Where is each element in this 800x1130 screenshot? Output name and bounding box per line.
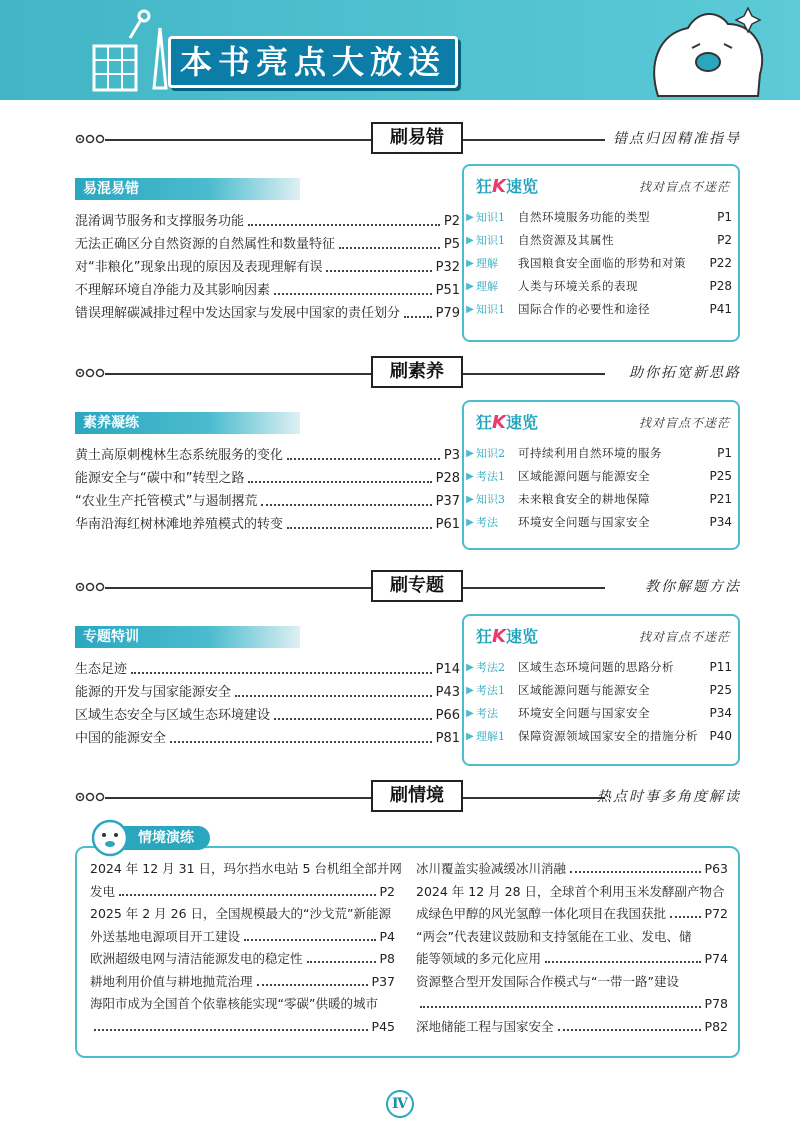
quick-row[interactable] <box>464 679 738 702</box>
mascot-face-icon <box>90 818 130 858</box>
dot-leader <box>94 1029 368 1031</box>
quick-page: P28 <box>709 279 732 293</box>
arrow-icon: ▶ <box>466 662 474 673</box>
banner-title-box <box>168 36 458 88</box>
quick-row[interactable] <box>464 656 738 679</box>
section-label-box <box>371 356 463 388</box>
quick-text: 国际合作的必要性和途径 <box>518 302 650 316</box>
quick-view-slogan: 找对盲点不迷茫 <box>638 180 730 194</box>
dot-leader <box>570 871 701 873</box>
scenario-item-line[interactable] <box>416 948 728 971</box>
scenario-text: 2024 年 12 月 28 日，全球首个利用玉米发酵副产物合 <box>416 883 725 899</box>
dot-leader <box>261 504 431 506</box>
quick-row[interactable] <box>464 511 738 534</box>
arrow-icon: ▶ <box>466 304 474 315</box>
scenario-text: 外送基地电源项目开工建设 <box>90 928 241 944</box>
quick-title-k: K <box>492 176 506 197</box>
arrow-icon: ▶ <box>466 471 474 482</box>
scenario-item-line[interactable] <box>416 881 728 904</box>
quick-row[interactable] <box>464 275 738 298</box>
item-page: P37 <box>435 494 460 509</box>
section-label: 刷专题 <box>390 575 444 596</box>
dot-leader <box>244 939 375 941</box>
quick-key: 知识1 <box>476 303 505 316</box>
dot-leader <box>670 916 701 918</box>
list-item[interactable] <box>75 302 460 325</box>
item-page: P14 <box>435 662 460 677</box>
item-page: P5 <box>443 237 460 252</box>
quick-view-header <box>464 166 738 206</box>
scenario-text: 成绿色甲醇的风光氢醇一体化项目在我国获批 <box>416 906 667 921</box>
dot-leader <box>248 481 431 483</box>
dot-leader <box>558 1029 701 1031</box>
item-text: 区域生态安全与区域生态环境建设 <box>75 708 271 723</box>
scenario-text: 资源整合型开发国际合作模式与“一带一路”建设 <box>416 973 679 989</box>
dot-leader <box>545 961 701 963</box>
arrow-icon: ▶ <box>466 258 474 269</box>
quick-text: 未来粮食安全的耕地保障 <box>518 492 650 506</box>
quick-view-title <box>476 174 538 197</box>
scenario-item-line[interactable] <box>416 1016 728 1039</box>
scenario-item-line[interactable] <box>416 858 728 881</box>
quick-view-header <box>464 402 738 442</box>
section-header-errors <box>75 118 745 158</box>
section-slogan: 教你解题方法 <box>645 579 741 595</box>
dot-leader <box>119 894 375 896</box>
dots-icon <box>75 788 105 806</box>
quick-page: P34 <box>709 515 732 529</box>
scenario-item-line[interactable] <box>90 1016 395 1039</box>
arrow-icon: ▶ <box>466 517 474 528</box>
arrow-icon: ▶ <box>466 235 474 246</box>
list-item[interactable] <box>75 658 460 681</box>
scenario-right-column <box>416 858 728 1038</box>
scenario-item-line[interactable] <box>90 948 395 971</box>
item-text: “农业生产托管模式”与遏制撂荒 <box>75 494 258 509</box>
item-page: P66 <box>435 708 460 723</box>
quick-row[interactable] <box>464 442 738 465</box>
scenario-page: P74 <box>704 951 728 966</box>
list-item[interactable] <box>75 727 460 750</box>
section-label: 刷易错 <box>390 127 444 148</box>
topics-list <box>75 658 460 750</box>
section-header-topics <box>75 566 745 606</box>
tag-label: 专题特训 <box>83 629 139 645</box>
quick-text: 环境安全问题与国家安全 <box>518 515 650 529</box>
item-text: 混淆调节服务和支撑服务功能 <box>75 214 245 229</box>
quick-row[interactable] <box>464 488 738 511</box>
scenario-page: P4 <box>379 928 395 944</box>
quick-key: 理解 <box>476 280 498 293</box>
list-item[interactable] <box>75 210 460 233</box>
quick-title-k: K <box>492 412 506 433</box>
scenario-text: 2024 年 12 月 31 日，玛尔挡水电站 5 台机组全部并网 <box>90 861 402 876</box>
scenario-text: 能等领域的多元化应用 <box>416 951 542 966</box>
tag-easy-mix <box>75 178 300 200</box>
quick-key: 知识3 <box>476 493 505 506</box>
quick-row[interactable] <box>464 206 738 229</box>
quick-page: P1 <box>717 210 732 224</box>
quick-text: 人类与环境关系的表现 <box>518 279 638 293</box>
list-item[interactable] <box>75 490 460 513</box>
scenario-tag-label: 情境演练 <box>138 830 194 846</box>
item-page: P79 <box>435 306 460 321</box>
quick-view-header <box>464 616 738 656</box>
scenario-page: P8 <box>379 951 395 966</box>
quick-page: P1 <box>717 446 732 460</box>
arrow-icon: ▶ <box>466 448 474 459</box>
quick-view-title <box>476 410 538 433</box>
tag-topics <box>75 626 300 648</box>
scenario-text: 2025 年 2 月 26 日，全国规模最大的“沙戈荒”新能源 <box>90 906 391 921</box>
quick-view-box <box>462 164 740 342</box>
arrow-icon: ▶ <box>466 212 474 223</box>
dot-leader <box>274 293 432 295</box>
list-item[interactable] <box>75 233 460 256</box>
section-header-scenario <box>75 776 745 816</box>
scenario-item-line[interactable] <box>90 858 402 881</box>
quick-key: 知识2 <box>476 447 505 460</box>
quick-view-box <box>462 400 740 550</box>
quick-title-a: 狂 <box>476 627 493 646</box>
literacy-list <box>75 444 460 536</box>
section-slogan: 错点归因精准指导 <box>613 131 741 147</box>
quick-key: 考法1 <box>476 684 505 697</box>
list-item[interactable] <box>75 704 460 727</box>
item-page: P2 <box>443 214 460 229</box>
item-text: 无法正确区分自然资源的自然属性和数量特征 <box>75 237 336 252</box>
quick-title-a: 狂 <box>476 413 493 432</box>
quick-text: 区域生态环境问题的思路分析 <box>518 660 674 674</box>
scenario-page: P72 <box>704 906 728 921</box>
scenario-item-line[interactable] <box>90 926 395 949</box>
quick-row[interactable] <box>464 252 738 275</box>
scenario-page: P63 <box>704 861 728 876</box>
scenario-item-line[interactable] <box>416 903 728 926</box>
arrow-icon: ▶ <box>466 731 474 742</box>
quick-text: 区域能源问题与能源安全 <box>518 469 650 483</box>
item-text: 黄土高原刺槐林生态系统服务的变化 <box>75 448 284 463</box>
quick-key: 考法2 <box>476 661 505 674</box>
item-text: 能源的开发与国家能源安全 <box>75 685 232 700</box>
quick-page: P40 <box>709 729 732 743</box>
quick-text: 可持续利用自然环境的服务 <box>518 446 662 460</box>
scenario-text: “两会”代表建议鼓励和支持氢能在工业、发电、储 <box>416 928 692 944</box>
dot-leader <box>287 458 440 460</box>
tag-label: 素养凝练 <box>83 415 139 431</box>
item-page: P32 <box>435 260 460 275</box>
errors-list <box>75 210 460 325</box>
list-item[interactable] <box>75 256 460 279</box>
arrow-icon: ▶ <box>466 281 474 292</box>
dot-leader <box>170 741 432 743</box>
quick-row[interactable] <box>464 702 738 725</box>
scenario-item-line[interactable] <box>416 926 728 949</box>
dot-leader <box>248 224 440 226</box>
quick-text: 环境安全问题与国家安全 <box>518 706 650 720</box>
quick-row[interactable] <box>464 465 738 488</box>
quick-key: 理解 <box>476 257 498 270</box>
quick-row[interactable] <box>464 725 738 748</box>
quick-title-b: 速览 <box>505 177 538 196</box>
item-text: 不理解环境自净能力及其影响因素 <box>75 283 271 298</box>
list-item[interactable] <box>75 444 460 467</box>
quick-key: 理解1 <box>476 730 505 743</box>
quick-key: 知识1 <box>476 234 505 247</box>
list-item[interactable] <box>75 279 460 302</box>
arrow-icon: ▶ <box>466 494 474 505</box>
quick-page: P34 <box>709 706 732 720</box>
scenario-item-line[interactable] <box>90 993 395 1016</box>
item-text: 错误理解碳减排过程中发达国家与发展中国家的责任划分 <box>75 306 401 321</box>
banner-title: 本书亮点大放送 <box>179 43 446 81</box>
item-text: 华南沿海红树林滩地养殖模式的转变 <box>75 517 284 532</box>
scenario-page: P2 <box>379 883 395 899</box>
section-header-literacy <box>75 352 745 392</box>
item-page: P3 <box>443 448 460 463</box>
dot-leader <box>287 527 432 529</box>
scenario-text: 海阳市成为全国首个依靠核能实现“零碳”供暖的城市 <box>90 996 378 1011</box>
section-label: 刷情境 <box>390 785 444 806</box>
quick-text: 区域能源问题与能源安全 <box>518 683 650 697</box>
quick-key: 知识1 <box>476 211 505 224</box>
dot-leader <box>404 316 432 318</box>
dot-leader <box>326 270 431 272</box>
item-text: 中国的能源安全 <box>75 731 167 746</box>
scenario-item-line[interactable] <box>90 903 395 926</box>
scenario-text: 深地储能工程与国家安全 <box>416 1018 554 1034</box>
page-number: Ⅳ <box>386 1090 414 1118</box>
scenario-text: 发电 <box>90 883 116 899</box>
dot-leader <box>339 247 440 249</box>
arrow-icon: ▶ <box>466 685 474 696</box>
dot-leader <box>420 1006 701 1008</box>
scenario-left-column <box>90 858 402 1038</box>
quick-page: P25 <box>709 683 732 697</box>
scenario-page: P45 <box>371 1018 395 1034</box>
quick-view-box <box>462 614 740 766</box>
tag-literacy <box>75 412 300 434</box>
quick-view-slogan: 找对盲点不迷茫 <box>638 630 730 644</box>
quick-text: 自然资源及其属性 <box>518 233 614 247</box>
section-label-box <box>371 780 463 812</box>
dot-leader <box>131 672 432 674</box>
section-label-box <box>371 122 463 154</box>
dots-icon <box>75 578 105 596</box>
section-slogan: 助你拓宽新思路 <box>629 365 741 381</box>
scenario-text: 欧洲超级电网与清洁能源发电的稳定性 <box>90 951 303 966</box>
header-banner <box>0 0 800 100</box>
quick-text: 我国粮食安全面临的形势和对策 <box>518 256 686 270</box>
quick-key: 考法 <box>476 707 498 720</box>
dots-icon <box>75 130 105 148</box>
list-item[interactable] <box>75 513 460 536</box>
scenario-text: 冰川覆盖实验减缓冰川消融 <box>416 861 567 876</box>
quick-view-title <box>476 624 538 647</box>
quick-title-b: 速览 <box>505 413 538 432</box>
item-text: 能源安全与“碳中和”转型之路 <box>75 471 245 486</box>
item-page: P51 <box>435 283 460 298</box>
quick-page: P21 <box>709 492 732 506</box>
scenario-text: 耕地利用价值与耕地抛荒治理 <box>90 973 253 989</box>
quick-text: 保障资源领域国家安全的措施分析 <box>518 729 698 743</box>
lamp-book-icon <box>80 8 180 98</box>
dot-leader <box>274 718 432 720</box>
dot-leader <box>235 695 432 697</box>
scenario-item-line[interactable] <box>90 971 395 994</box>
mascot-icon <box>628 4 778 100</box>
item-text: 生态足迹 <box>75 662 128 677</box>
item-page: P43 <box>435 685 460 700</box>
quick-page: P2 <box>717 233 732 247</box>
quick-page: P22 <box>709 256 732 270</box>
quick-title-a: 狂 <box>476 177 493 196</box>
item-page: P28 <box>435 471 460 486</box>
scenario-page: P37 <box>371 973 395 989</box>
quick-row[interactable] <box>464 298 738 321</box>
quick-page: P25 <box>709 469 732 483</box>
quick-page: P41 <box>709 302 732 316</box>
item-page: P61 <box>435 517 460 532</box>
quick-row[interactable] <box>464 229 738 252</box>
quick-page: P11 <box>709 660 732 674</box>
quick-text: 自然环境服务功能的类型 <box>518 210 650 224</box>
scenario-item-line[interactable] <box>416 971 728 994</box>
item-text: 对“非粮化”现象出现的原因及表现理解有误 <box>75 260 323 275</box>
quick-view-slogan: 找对盲点不迷茫 <box>638 416 730 430</box>
quick-key: 考法1 <box>476 470 505 483</box>
scenario-page: P78 <box>704 996 728 1011</box>
dot-leader <box>307 961 376 963</box>
section-label-box <box>371 570 463 602</box>
scenario-page: P82 <box>704 1018 728 1034</box>
quick-title-k: K <box>492 626 506 647</box>
item-page: P81 <box>435 731 460 746</box>
section-label: 刷素养 <box>390 361 444 382</box>
quick-key: 考法 <box>476 516 498 529</box>
dot-leader <box>257 984 368 986</box>
section-slogan: 热点时事多角度解读 <box>597 789 741 805</box>
scenario-item-line[interactable] <box>416 993 728 1016</box>
dots-icon <box>75 364 105 382</box>
arrow-icon: ▶ <box>466 708 474 719</box>
list-item[interactable] <box>75 467 460 490</box>
quick-title-b: 速览 <box>505 627 538 646</box>
list-item[interactable] <box>75 681 460 704</box>
tag-label: 易混易错 <box>83 181 139 197</box>
scenario-item-line[interactable] <box>90 881 395 904</box>
